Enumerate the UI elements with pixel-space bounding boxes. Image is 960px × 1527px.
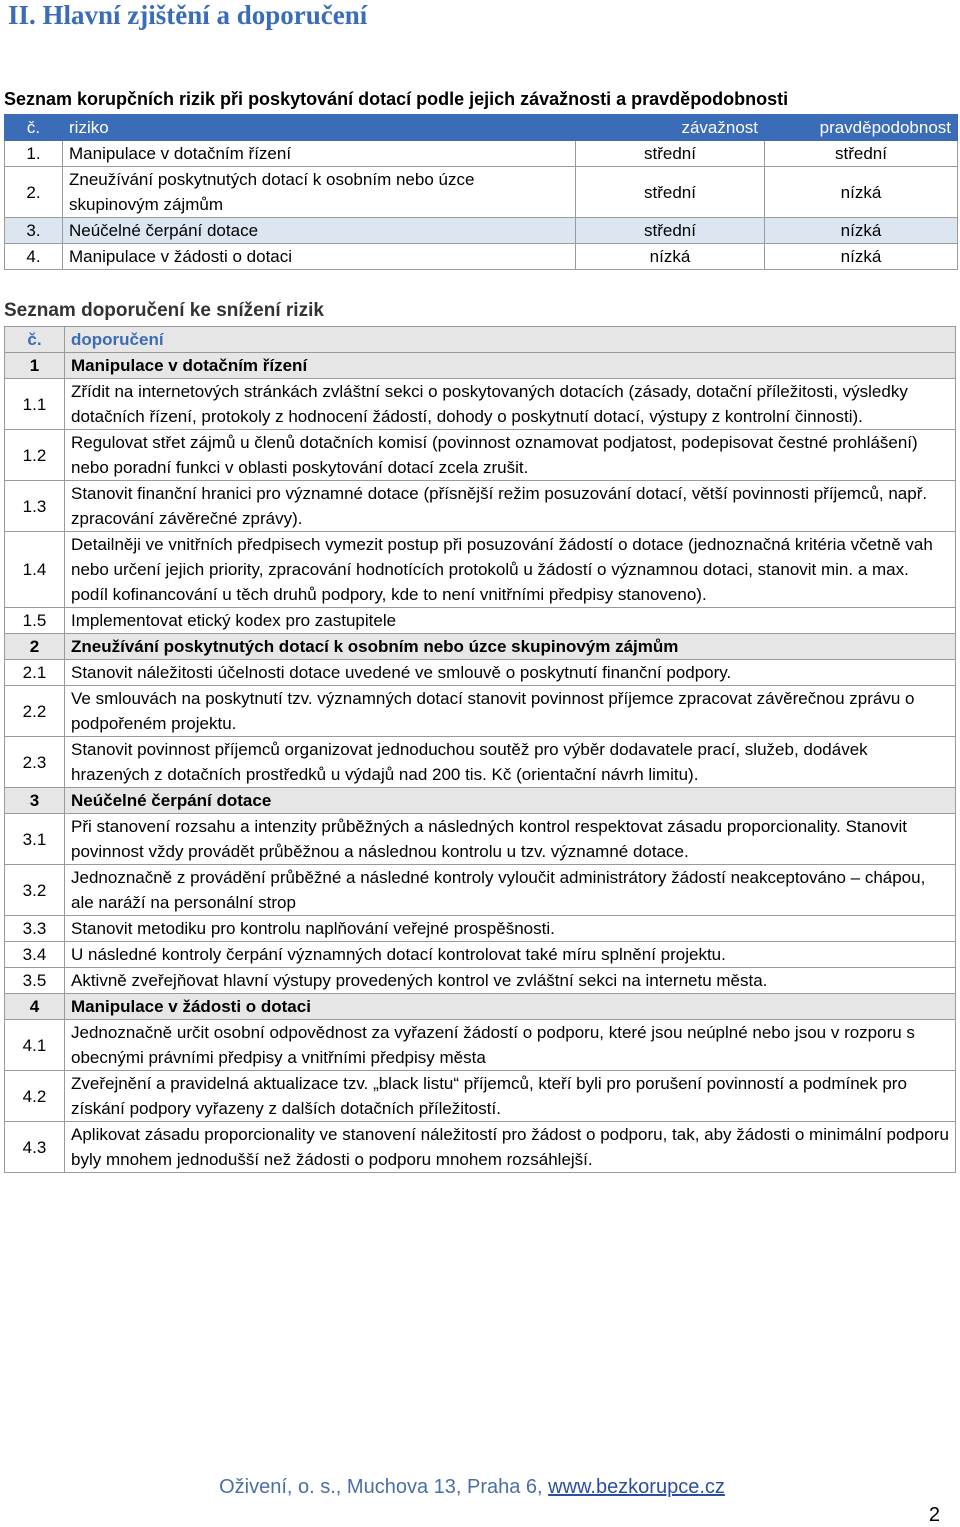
rec-text: Při stanovení rozsahu a intenzity průběžných a následných kontrol respektovat zásadu proporcionality. Stanovit povinnost vždy provádět průběžnou a následnou kontrolu u tzv. významné dotace. [65,814,956,865]
table-row [5,379,956,430]
table-row [5,1122,956,1173]
table-row [5,1020,956,1071]
rec-number: 3.2 [5,865,65,916]
rec-text: Jednoznačně z provádění průběžné a následné kontroly vyloučit administrátory žádostí neakceptováno – chápou, ale naráží na personální strop [65,865,956,916]
col-recommendation: doporučení [65,327,956,353]
risk-probability: střední [765,141,958,167]
rec-text: Aktivně zveřejňovat hlavní výstupy provedených kontrol ve zvláštní sekci na internetu města. [65,968,956,994]
rec-text: Manipulace v dotačním řízení [65,353,956,379]
risk-severity: nízká [576,244,765,270]
rec-number: 3.5 [5,968,65,994]
risk-name: Manipulace v žádosti o dotaci [63,244,576,270]
rec-text: Aplikovat zásadu proporcionality ve stanovení náležitostí pro žádost o podporu, tak, aby žádosti o minimální podporu byly mnohem jednodušší než žádosti o podporu mnohem rozsáhlejší. [65,1122,956,1173]
table-row [5,430,956,481]
rec-text: Detailněji ve vnitřních předpisech vymezit postup při posuzování žádostí o dotace (jednoznačná kritéria včetně vah nebo určení jejich priority, zpracování hodnotících protokolů u žádostí o významnou dotaci, stanovit min. a max. podíl kofinancování u těch druhů podpory, kde to není vnitřními předpisy stanoveno). [65,532,956,608]
rec-text: Zřídit na internetových stránkách zvláštní sekci o poskytovaných dotacích (zásady, dotační příležitosti, výsledky dotačních řízení, protokoly z hodnocení žádostí, dohody o poskytnutí dotací, výstupy z kontrolní činnosti). [65,379,956,430]
table-row [5,942,956,968]
recommendation-table-header [5,327,956,353]
risk-row [5,141,958,167]
rec-text: Stanovit náležitosti účelnosti dotace uvedené ve smlouvě o poskytnutí finanční podpory. [65,660,956,686]
page-heading: II. Hlavní zjištění a doporučení [8,0,368,30]
section-row [5,788,956,814]
rec-number: 1.4 [5,532,65,608]
table-row [5,532,956,608]
risk-probability: nízká [765,244,958,270]
col-number: č. [5,115,63,141]
rec-number: 2.1 [5,660,65,686]
col-probability: pravděpodobnost [765,115,958,141]
risk-table-title: Seznam korupčních rizik při poskytování dotací podle jejich závažnosti a pravděpodobnosti [4,89,789,109]
risk-row [5,244,958,270]
risk-row [5,218,958,244]
risk-number: 4. [5,244,63,270]
risk-name: Neúčelné čerpání dotace [63,218,576,244]
rec-number: 4.3 [5,1122,65,1173]
footer-website-link[interactable]: www.bezkorupce.cz [548,1476,725,1498]
col-severity: závažnost [576,115,765,141]
table-row [5,1071,956,1122]
recommendation-table [4,326,956,1173]
risk-severity: střední [576,141,765,167]
rec-text: Zveřejnění a pravidelná aktualizace tzv. „black listu“ příjemců, kteří byli pro porušení povinností a podmínek pro získání podpory vyřazeny z dalších dotačních příležitostí. [65,1071,956,1122]
rec-text: Stanovit metodiku pro kontrolu naplňování veřejné prospěšnosti. [65,916,956,942]
rec-number: 4.2 [5,1071,65,1122]
risk-number: 3. [5,218,63,244]
rec-number: 1.3 [5,481,65,532]
rec-number: 3.4 [5,942,65,968]
table-row [5,481,956,532]
table-row [5,608,956,634]
page-footer [0,1476,944,1499]
rec-number: 3.3 [5,916,65,942]
footer-address: Oživení, o. s., Muchova 13, Praha 6, [219,1476,549,1498]
table-row [5,865,956,916]
rec-text: Regulovat střet zájmů u členů dotačních komisí (povinnost oznamovat podjatost, podepisovat čestné prohlášení) nebo poradní funkci v oblasti poskytování dotací zcela zrušit. [65,430,956,481]
rec-text: Neúčelné čerpání dotace [65,788,956,814]
rec-number: 3 [5,788,65,814]
section-row [5,994,956,1020]
rec-number: 1.1 [5,379,65,430]
section-row [5,634,956,660]
rec-number: 1.2 [5,430,65,481]
rec-text: Jednoznačně určit osobní odpovědnost za vyřazení žádostí o podporu, které jsou neúplné nebo jsou v rozporu s obecnými právními předpisy a vnitřními předpisy města [65,1020,956,1071]
risk-name: Zneužívání poskytnutých dotací k osobním nebo úzce skupinovým zájmům [63,167,576,218]
risk-number: 2. [5,167,63,218]
risk-table-header [5,115,958,141]
table-row [5,814,956,865]
risk-name: Manipulace v dotačním řízení [63,141,576,167]
rec-text: Manipulace v žádosti o dotaci [65,994,956,1020]
rec-text: Implementovat etický kodex pro zastupitele [65,608,956,634]
col-risk: riziko [63,115,576,141]
rec-number: 1 [5,353,65,379]
rec-number: 3.1 [5,814,65,865]
rec-number: 1.5 [5,608,65,634]
table-row [5,916,956,942]
section-row [5,353,956,379]
rec-text: U následné kontroly čerpání významných dotací kontrolovat také míru splnění projektu. [65,942,956,968]
rec-number: 2 [5,634,65,660]
risk-table [4,114,958,270]
recommendation-table-title: Seznam doporučení ke snížení rizik [4,300,324,321]
table-row [5,968,956,994]
rec-number: 4.1 [5,1020,65,1071]
rec-number: 2.2 [5,686,65,737]
col-number: č. [5,327,65,353]
rec-text: Ve smlouvách na poskytnutí tzv. významných dotací stanovit povinnost příjemce zpracovat závěrečnou zprávu o podpořeném projektu. [65,686,956,737]
risk-number: 1. [5,141,63,167]
table-row [5,686,956,737]
risk-probability: nízká [765,218,958,244]
rec-number: 2.3 [5,737,65,788]
rec-text: Zneužívání poskytnutých dotací k osobním nebo úzce skupinovým zájmům [65,634,956,660]
rec-number: 4 [5,994,65,1020]
risk-row [5,167,958,218]
table-row [5,737,956,788]
table-row [5,660,956,686]
rec-text: Stanovit finanční hranici pro významné dotace (přísnější režim posuzování dotací, větší povinnosti příjemců, např. zpracování závěrečné zprávy). [65,481,956,532]
risk-probability: nízká [765,167,958,218]
risk-severity: střední [576,167,765,218]
risk-severity: střední [576,218,765,244]
page-number: 2 [928,1504,940,1526]
rec-text: Stanovit povinnost příjemců organizovat jednoduchou soutěž pro výběr dodavatele prací, služeb, dodávek hrazených z dotačních prostředků u výdajů nad 200 tis. Kč (orientační návrh limitu). [65,737,956,788]
